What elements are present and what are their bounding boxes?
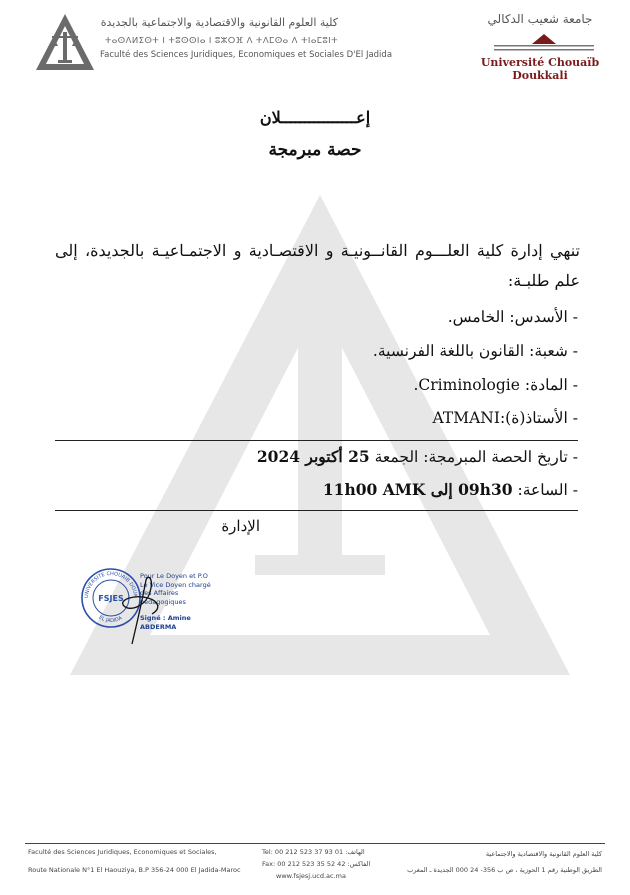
- footer-rule: [25, 843, 605, 844]
- administration-label: الإدارة: [221, 517, 260, 535]
- footer-phone: Tel: 00 212 523 37 93 01 :الهاتف: [262, 848, 365, 856]
- item-track-value: القانون باللغة الفرنسية.: [372, 342, 530, 360]
- footer-address-fr-2: Route Nationale N°1 El Haouziya, B.P 356-24 000 El Jadida-Maroc: [28, 866, 241, 874]
- stamp-line-1: Pour Le Doyen et P.O: [140, 572, 208, 580]
- item-date: [200, 446, 578, 468]
- faculty-logo: [34, 12, 96, 72]
- footer-fax: Fax: 00 212 523 35 52 42 :الفاكس: [262, 860, 371, 868]
- footer-address-fr-1: Faculté des Sciences Juridiques, Economiques et Sociales,: [28, 848, 217, 856]
- stamp-ring-bottom: EL JADIDA: [97, 614, 124, 625]
- stamp-signed-by: Signé : Amine ABDERMA: [140, 614, 191, 631]
- item-professor: [200, 407, 578, 429]
- announcement-subtitle: حصة مبرمجة: [268, 140, 362, 160]
- item-subject-label: - المادة:: [524, 376, 578, 394]
- university-emblem: [494, 32, 594, 54]
- item-professor-value: ATMANI: [432, 409, 500, 427]
- handwritten-signature: [112, 572, 167, 647]
- footer-address-ar-2: الطريق الوطنية رقم 1 الحوزية ، ص ب 356- 24 000 الجديدة ـ المغرب: [407, 866, 602, 874]
- date-box-top-rule: [55, 440, 578, 441]
- announcement-title: إعــــــــــــــــلان: [259, 108, 371, 127]
- stamp-line-3: des Affaires pédagogiques: [140, 589, 186, 606]
- item-semester: [200, 306, 578, 328]
- item-subject: [200, 374, 578, 396]
- item-semester-value: الخامس.: [447, 308, 510, 326]
- faculty-name-amazigh: ⵜⴰⵙⴷⵍⵉⵙⵜ ⵏ ⵜⵓⵙⵙⵏⴰ ⵏ ⵓⵣⵔⴼ ⴷ ⵜⴷⵎⵙⴰ ⴷ ⵜⵏⴰⵎⵓⵏⵜ: [104, 36, 338, 46]
- stamp-center: FSJES: [98, 594, 124, 603]
- item-time-label: - الساعة:: [517, 481, 578, 499]
- university-name-french: Université Chouaïb Doukkali: [480, 56, 600, 82]
- item-date-value: 25 أكتوبر 2024: [256, 447, 370, 466]
- announcement-intro: تنهي إدارة كلية العلـــوم القانــونيـة و الاقتصـادية و الاجتمـاعيـة بالجديدة، إلى علم طلبـة:: [55, 241, 580, 290]
- item-semester-label: - الأسدس:: [509, 308, 578, 326]
- faculty-name-arabic: كلية العلوم القانونية والاقتصادية والاجتماعية بالجديدة: [100, 16, 338, 29]
- item-time-value: 09h30 إلى 11h00 AMK: [322, 480, 513, 499]
- stamp-ring-top: UNIVERSITE CHOUAIB DOUK: [83, 570, 139, 599]
- date-box-bottom-rule: [55, 510, 578, 511]
- item-professor-label: - الأستاذ(ة):: [499, 409, 578, 427]
- item-date-label: - تاريخ الحصة المبرمجة: الجمعة: [374, 448, 578, 466]
- footer-address-ar-1: كلية العلوم القانونية والاقتصادية والاجتماعية: [485, 850, 602, 858]
- stamp-line-2: Le Vice Doyen chargé: [140, 580, 211, 589]
- item-track-label: - شعبة:: [529, 342, 578, 360]
- item-subject-value: Criminologie.: [413, 376, 525, 394]
- item-time: [200, 479, 578, 501]
- faculty-name-french: Faculté des Sciences Juridiques, Economiques et Sociales D'El Jadida: [100, 50, 393, 60]
- university-name-arabic: جامعة شعيب الدكالي: [487, 12, 593, 26]
- footer-website: www.fsjesj.ucd.ac.ma: [276, 872, 346, 880]
- item-track: [200, 340, 578, 362]
